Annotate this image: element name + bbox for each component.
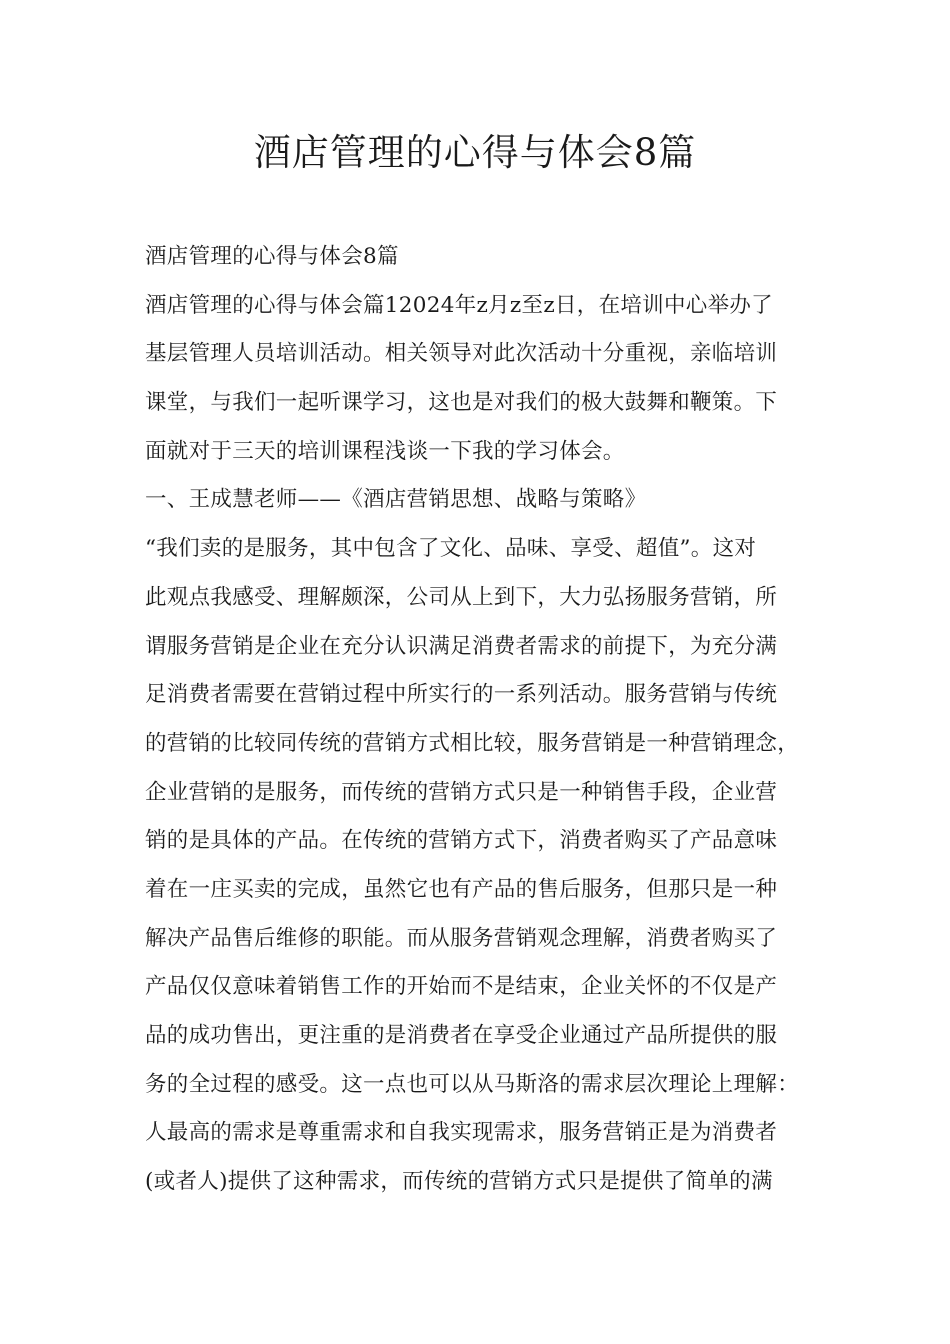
body-line: 解决产品售后维修的职能。而从服务营销观念理解，消费者购买了 — [145, 925, 778, 951]
body-line: 谓服务营销是企业在充分认识满足消费者需求的前提下，为充分满 — [145, 633, 778, 659]
body-line: 品的成功售出，更注重的是消费者在享受企业通过产品所提供的服 — [145, 1023, 778, 1048]
body-line: 此观点我感受、理解颇深，公司从上到下，大力弘扬服务营销，所 — [145, 584, 778, 610]
body-line: 务的全过程的感受。这一点也可以从马斯洛的需求层次理论上理解： — [145, 1071, 800, 1097]
body-line: 的营销的比较同传统的营销方式相比较，服务营销是一种营销理念， — [145, 730, 800, 756]
body-line: 企业营销的是服务，而传统的营销方式只是一种销售手段，企业营 — [145, 779, 778, 805]
body-line: 产品仅仅意味着销售工作的开始而不是结束，企业关怀的不仅是产 — [145, 974, 778, 1000]
body-line: 课堂，与我们一起听课学习，这也是对我们的极大鼓舞和鞭策。下 — [145, 390, 778, 416]
body-line: “我们卖的是服务，其中包含了文化、品味、享受、超值”。这对 — [145, 536, 757, 562]
body-line: 面就对于三天的培训课程浅谈一下我的学习体会。 — [145, 438, 625, 464]
body-line: 足消费者需要在营销过程中所实行的一系列活动。服务营销与传统 — [145, 682, 778, 708]
body-line: 酒店管理的心得与体会篇12024年z月z至z日，在培训中心举办了 — [145, 292, 773, 318]
body-line: 基层管理人员培训活动。相关领导对此次活动十分重视，亲临培训 — [145, 341, 778, 367]
body-line: 人最高的需求是尊重需求和自我实现需求，服务营销正是为消费者 — [145, 1120, 778, 1146]
body-line: 酒店管理的心得与体会8篇 — [145, 244, 399, 269]
document-title: 酒店管理的心得与体会8篇 — [253, 131, 697, 174]
body-line: (或者人)提供了这种需求，而传统的营销方式只是提供了简单的满 — [145, 1169, 773, 1195]
section-heading: 一、王成慧老师——《酒店营销思想、战略与策略》 — [145, 487, 647, 513]
body-line: 着在一庄买卖的完成，虽然它也有产品的售后服务，但那只是一种 — [145, 876, 778, 902]
body-line: 销的是具体的产品。在传统的营销方式下，消费者购买了产品意味 — [145, 828, 778, 854]
document-body — [145, 233, 825, 1207]
